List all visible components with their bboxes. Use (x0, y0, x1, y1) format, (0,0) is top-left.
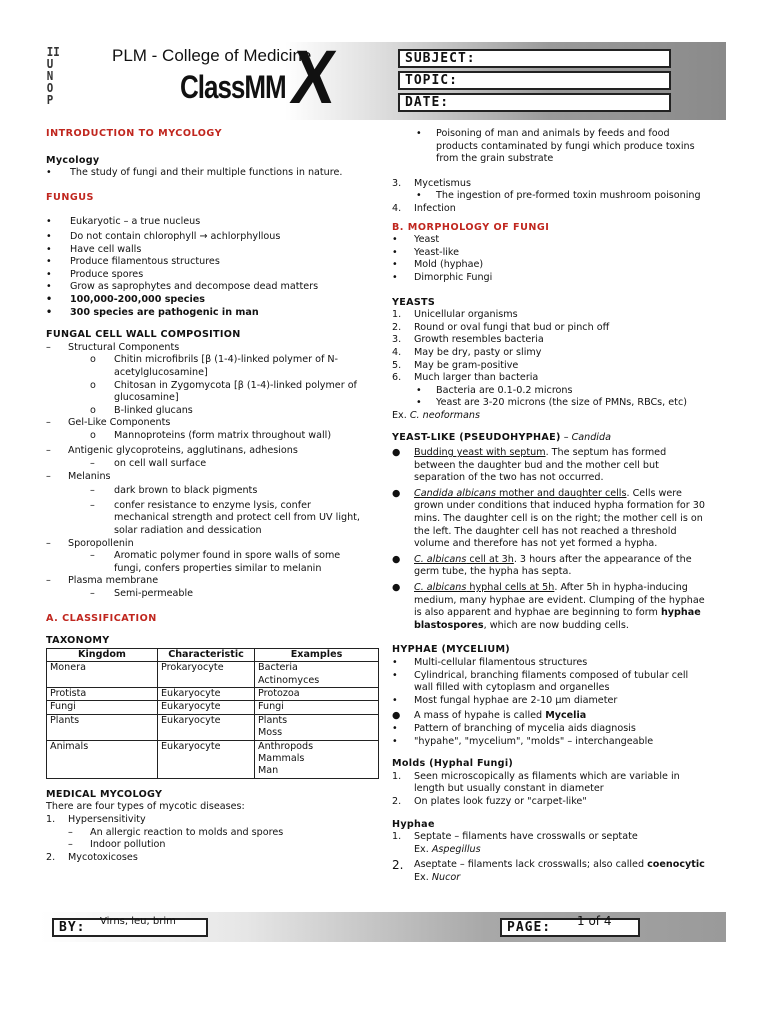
list-item: Yeast-like (414, 246, 460, 258)
list-item: Cylindrical, branching filaments composed of tubular cell (414, 669, 689, 681)
paragraph-line: the left. The daughter cell has not reached a threshold (414, 525, 677, 537)
mycology-definition: The study of fungi and their multiple functions in nature. (70, 167, 343, 179)
list-item: solar radiation and dessication (114, 525, 262, 537)
paragraph-line: between the daughter bud and the mother cell but (414, 459, 659, 471)
list-item: fungi, confers properties similar to melanin (114, 562, 322, 574)
yeast-like-heading: YEAST-LIKE (PSEUDOHYPHAE) (392, 432, 561, 444)
page-field: PAGE: (500, 918, 640, 937)
fungus-heading: FUNGUS (46, 191, 94, 203)
list-item: An allergic reaction to molds and spores (90, 826, 284, 838)
list-item: Infection (414, 202, 456, 214)
table-cell: Eukaryocyte (158, 701, 255, 714)
list-item: Yeast (414, 234, 440, 246)
table-row (47, 740, 379, 778)
list-item: Plasma membrane (68, 575, 159, 587)
table-row (47, 662, 379, 688)
table-cell: Eukaryocyte (158, 740, 255, 778)
list-item: Grow as saprophytes and decompose dead matters (70, 281, 319, 293)
medical-intro: There are four types of mycotic diseases: (46, 801, 245, 813)
table-cell: Bacteria Actinomyces (255, 662, 379, 688)
list-item: Antigenic glycoproteins, agglutinans, adhesions (68, 445, 298, 457)
taxonomy-heading: TAXONOMY (46, 635, 110, 647)
table-cell: Fungi (255, 701, 379, 714)
list-item: Much larger than bacteria (414, 372, 539, 384)
list-item: Structural Components (68, 341, 180, 353)
classification-heading: A. CLASSIFICATION (46, 612, 157, 624)
paragraph-line: mins. The daughter cell is on the right; the mother cell is on (414, 513, 703, 525)
table-cell: Plants Moss (255, 714, 379, 740)
table-cell: Plants (47, 714, 158, 740)
list-item: Multi-cellular filamentous structures (414, 656, 588, 668)
list-item: On plates look fuzzy or "carpet-like" (414, 795, 587, 807)
class-logo-x: X (286, 35, 341, 120)
list-item: from the grain substrate (436, 153, 554, 165)
list-item: Chitin microfibrils [β (1-4)-linked polymer of N- (114, 354, 339, 366)
list-item: May be dry, pasty or slimy (414, 346, 542, 358)
paragraph-line: grown under conditions that induced hypha formation for 30 (414, 500, 705, 512)
yeasts-heading: YEASTS (392, 296, 436, 308)
hyphae2-heading: Hyphae (392, 818, 435, 830)
list-item: Septate – filaments have crosswalls or septate (414, 831, 638, 843)
table-cell: Animals (47, 740, 158, 778)
list-item: Yeast are 3-20 microns (the size of PMNs, RBCs, etc) (436, 397, 687, 409)
table-cell: Protista (47, 688, 158, 701)
side-letter: O (46, 81, 54, 95)
list-item: products contaminated by fungi which produce toxins (436, 140, 695, 152)
list-item: length but usually constant in diameter (414, 783, 604, 795)
table-cell: Anthropods Mammals Man (255, 740, 379, 778)
list-item: Pattern of branching of mycelia aids diagnosis (414, 722, 636, 734)
list-item: Do not contain chlorophyll → achlorphyllous (70, 230, 281, 242)
list-item: Semi-permeable (114, 588, 194, 599)
list-item: Mycetismus (414, 177, 471, 189)
list-item: acetylglucosamine] (114, 366, 208, 378)
paragraph-line: germ tube, the hypha has septa. (414, 566, 572, 578)
list-item: Growth resembles bacteria (414, 334, 544, 346)
class-logo: ClassMM (180, 68, 286, 106)
list-item: The ingestion of pre-formed toxin mushroom poisoning (436, 190, 701, 202)
mycology-heading: Mycology (46, 154, 100, 166)
paragraph-line: separation of the two has not occurred. (414, 472, 604, 484)
list-item: Round or oval fungi that bud or pinch off (414, 321, 610, 333)
list-item: Produce filamentous structures (70, 256, 220, 268)
example-name: C. neoformans (409, 409, 480, 421)
right-column: • Poisoning of man and animals by feeds and food products contaminated by fungi which produce toxins from the grain substrate 3. Mycetismus • The ingestion of pre-formed toxin mushroom poisoning 4. Infection B. MORPHOLOGY OF FUNGI • Yeast • Yeast-like • Mold (hyphae) • Dimorphic Fungi YEASTS 1. Unicellular organisms 2. Round or oval fungi that bud or pinch off 3. Growth resembles bacteria 4. May be dry, pasty or slimy 5. May be gram-positive 6. Much larger than bacteria • Bacteria are 0.1-0.2 microns • Yeast are 3-20 microns (the size of PMNs, RBCs, etc) Ex. C. neoformans YEAST-LIKE (PSEUDOHYPHAE) – Candida ● Budding yeast with septum. The septum has formed between the daughter bud and the mother cell but separation of the two has not occurred. ● Candida albicans mother and daughter cells. Cells were grown under conditions that induced hypha formation for 30 mins. The daughter cell is on the right; the mother cell is on the left. The daughter cell has not reached a threshold volume and therefore has not yet formed a hypha. ● C. albicans cell at 3h. 3 hours after the appearance of the germ tube, the hypha has septa. ● C. albicans hyphal cells at 5h. After 5h in hypha-inducing medium, many hyphae are evident. Clumping of the hyphae is also apparent and hyphae are beginning to form hyphae blastospores, which are now budding cells. HYPHAE (MYCELIUM) • Multi-cellular filamentous structures • Cylindrical, branching filaments composed of tubular cell wall filled with cytoplasm and organelles • Most fungal hyphae are 2-10 μm diameter ● A mass of hypahe is called Mycelia • Pattern of branching of mycelia aids diagnosis • "hypahe", "mycelium", "molds" – interchangeable Molds (Hyphal Fungi) 1. Seen microscopically as filaments which are variable in length but usually constant in diameter 2. On plates look fuzzy or "carpet-like" Hyphae 1. Septate – filaments have crosswalls or septate Ex. Aspegillus 2. Aseptate – filaments lack crosswalls; also called coenocytic Ex. Nucor (392, 128, 727, 884)
section-title: INTRODUCTION TO MYCOLOGY (46, 128, 223, 139)
list-item: Poisoning of man and animals by feeds and food (436, 128, 670, 139)
list-item: dark brown to black pigments (114, 485, 258, 497)
wall-heading: FUNGAL CELL WALL COMPOSITION (46, 329, 241, 341)
list-item: Hypersensitivity (68, 814, 146, 826)
list-item: Melanins (68, 470, 111, 482)
morphology-heading: B. MORPHOLOGY OF FUNGI (392, 221, 550, 233)
list-item: 300 species are pathogenic in man (70, 306, 259, 318)
side-letter: P (46, 93, 54, 107)
table-cell: Monera (47, 662, 158, 688)
hyphae-heading: HYPHAE (MYCELIUM) (392, 644, 510, 656)
list-item: Gel-Like Components (68, 417, 171, 429)
paragraph-line: volume and therefore has not yet formed a hypha. (414, 538, 658, 550)
list-item: Mold (hyphae) (414, 259, 484, 271)
table-header: Characteristic (158, 648, 255, 661)
table-header: Kingdom (47, 648, 158, 661)
table-row (47, 688, 379, 701)
list-item: Seen microscopically as filaments which are variable in (414, 770, 680, 782)
table-cell: Eukaryocyte (158, 714, 255, 740)
list-item: glucosamine] (114, 392, 179, 404)
table-cell: Protozoa (255, 688, 379, 701)
list-item: Mannoproteins (form matrix throughout wall) (114, 429, 332, 441)
list-item: "hypahe", "mycelium", "molds" – interchangeable (414, 735, 654, 747)
list-item: Bacteria are 0.1-0.2 microns (436, 384, 573, 396)
list-item: B-linked glucans (114, 404, 193, 416)
list-item: May be gram-positive (414, 359, 519, 371)
table-row (47, 714, 379, 740)
table-cell: Prokaryocyte (158, 662, 255, 688)
list-item: Chitosan in Zygomycota [β (1-4)-linked polymer of (114, 379, 357, 391)
list-item: on cell wall surface (114, 458, 207, 470)
by-field: BY: (52, 918, 208, 937)
table-cell: Fungi (47, 701, 158, 714)
taxonomy-table (46, 648, 379, 779)
list-item: Mycotoxicoses (68, 851, 138, 863)
list-item: confer resistance to enzyme lysis, confer (114, 499, 311, 511)
list-item: wall filled with cytoplasm and organelles (414, 682, 610, 694)
page-value: 1 of 4 (577, 914, 612, 928)
topic-field: TOPIC: (398, 71, 671, 90)
list-item: Unicellular organisms (414, 309, 518, 321)
left-column: INTRODUCTION TO MYCOLOGY Mycology • The study of fungi and their multiple functions in nature. FUNGUS • Eukaryotic – a true nucleus • Do not contain chlorophyll → achlorphyllous • Have cell walls • Produce filamentous structures • Produce spores • Grow as saprophytes and decompose dead matters • 100,000-200,000 species • 300 species are pathogenic in man FUNGAL CELL WALL COMPOSITION – Structural Components o Chitin microfibrils [β (1-4)-linked polymer of N- acetylglucosamine] o Chitosan in Zygomycota [β (1-4)-linked polymer of glucosamine] o B-linked glucans – Gel-Like Components o Mannoproteins (form matrix throughout wall) – Antigenic glycoproteins, agglutinans, adhesions – on cell wall surface – Melanins – dark brown to black pigments – confer resistance to enzyme lysis, confer mechanical strength and protect cell from UV light, solar radiation and dessication – Sporopollenin – Aromatic polymer found in spore walls of some fungi, confers properties similar to melanin – Plasma membrane – Semi-permeable A. CLASSIFICATION TAXONOMY Kingdom Characteristic Examples Monera Prokaryocyte Bacteria Actinomyces Protista Eukaryocyte Protozoa Fungi Eukaryocyte Fungi Plants Eukaryocyte Plants Moss Animals Eukaryocyte Anthropods Mammals Man MEDICAL MYCOLOGY There are four types of mycotic diseases: 1. Hypersensitivity – An allergic reaction to molds and spores – Indoor pollution 2. Mycotoxicoses (46, 128, 381, 864)
molds-heading: Molds (Hyphal Fungi) (392, 758, 514, 770)
list-item: Have cell walls (70, 243, 142, 255)
list-item: 100,000-200,000 species (70, 293, 205, 305)
list-item: Produce spores (70, 268, 144, 280)
subject-field: SUBJECT: (398, 49, 671, 68)
date-field: DATE: (398, 93, 671, 112)
list-item: Most fungal hyphae are 2-10 μm diameter (414, 694, 618, 706)
table-cell: Eukaryocyte (158, 688, 255, 701)
list-item: Eukaryotic – a true nucleus (70, 216, 201, 228)
table-header: Examples (255, 648, 379, 661)
side-letter: U (46, 57, 54, 71)
list-item: mechanical strength and protect cell from UV light, (114, 512, 360, 524)
side-letter: II (46, 45, 60, 59)
side-logo (47, 46, 60, 106)
paragraph-line: medium, many hyphae are evident. Clumping of the hyphae (414, 594, 705, 606)
list-item: Aromatic polymer found in spore walls of some (114, 550, 341, 562)
list-item: Indoor pollution (90, 839, 166, 851)
list-item: Sporopollenin (68, 537, 134, 549)
by-value: Virns, leu, brim (100, 916, 176, 927)
table-row (47, 701, 379, 714)
list-item: Dimorphic Fungi (414, 271, 493, 283)
medical-heading: MEDICAL MYCOLOGY (46, 788, 163, 800)
side-letter: N (46, 69, 54, 83)
college-title: PLM - College of Medicine (112, 46, 312, 65)
